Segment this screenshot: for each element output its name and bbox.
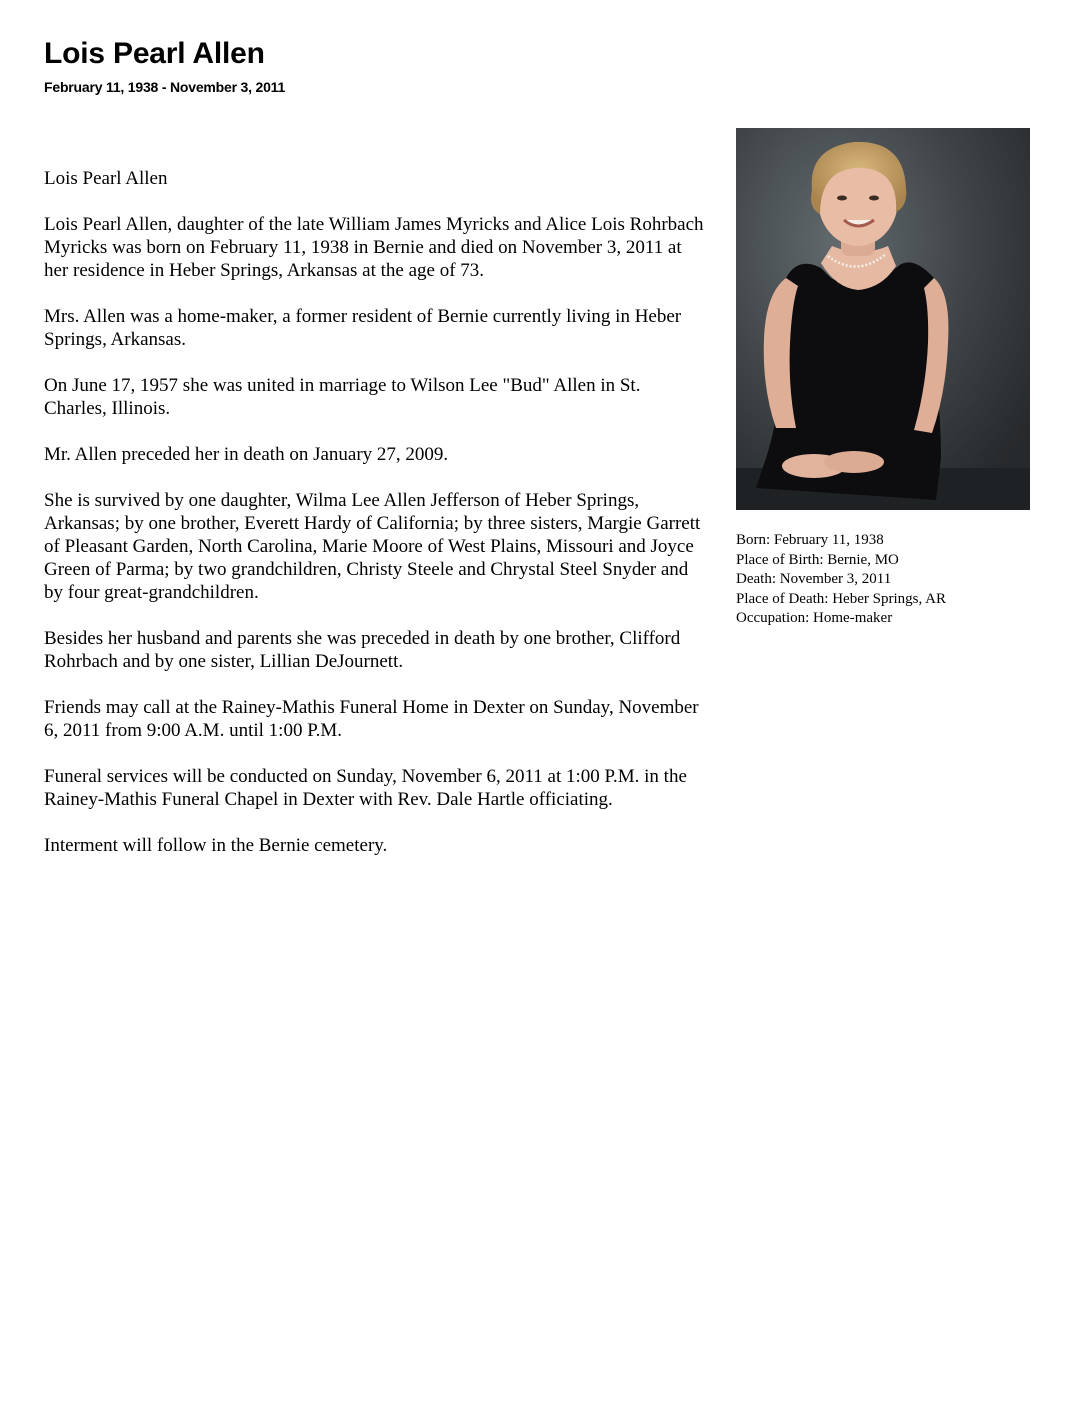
life-dates: February 11, 1938 - November 3, 2011 xyxy=(44,79,286,95)
obituary-paragraph: Besides her husband and parents she was preceded in death by one brother, Clifford Rohrbach and by one sister, Lillian DeJournett. xyxy=(44,628,681,672)
portrait-photo xyxy=(736,128,1030,510)
fact-place-of-death: Place of Death: Heber Springs, AR xyxy=(736,590,946,607)
obituary-paragraph: Mrs. Allen was a home-maker, a former resident of Bernie currently living in Heber Springs, Arkansas. xyxy=(44,306,682,350)
obituary-paragraph: Friends may call at the Rainey-Mathis Funeral Home in Dexter on Sunday, November 6, 2011 from 9:00 A.M. until 1:00 P.M. xyxy=(44,697,699,741)
obituary-paragraph: Interment will follow in the Bernie cemetery. xyxy=(44,835,388,856)
obituary-paragraph: Funeral services will be conducted on Sunday, November 6, 2011 at 1:00 P.M. in the Rainey-Mathis Funeral Chapel in Dexter with Rev. Dale Hartle officiating. xyxy=(44,766,687,810)
fact-place-of-birth: Place of Birth: Bernie, MO xyxy=(736,551,899,568)
fact-born: Born: February 11, 1938 xyxy=(736,532,884,548)
obituary-body xyxy=(44,167,704,880)
page-title: Lois Pearl Allen xyxy=(44,37,265,70)
hands-overlap xyxy=(824,451,884,473)
obituary-header xyxy=(44,36,744,96)
vital-facts xyxy=(736,531,1036,629)
fact-death: Death: November 3, 2011 xyxy=(736,571,892,587)
obituary-paragraph: Mr. Allen preceded her in death on January 27, 2009. xyxy=(44,444,449,465)
obituary-paragraph: Lois Pearl Allen, daughter of the late William James Myricks and Alice Lois Rohrbach Myricks was born on February 11, 1938 in Bernie and died on November 3, 2011 at her residence in Heber Springs, Arkansas at the age of 73. xyxy=(44,214,704,281)
obituary-paragraph: Lois Pearl Allen xyxy=(44,168,168,189)
obituary-paragraph: She is survived by one daughter, Wilma Lee Allen Jefferson of Heber Springs, Arkansas; by one brother, Everett Hardy of California; by three sisters, Margie Garrett of Pleasant Garden, North Carolina, Marie Moore of West Plains, Missouri and Joyce Green of Parma; by two grandchildren, Christy Steele and Chrystal Steel Snyder and by four great-grandchildren. xyxy=(44,490,701,603)
portrait-illustration xyxy=(736,128,1030,510)
left-eye xyxy=(837,196,847,201)
obituary-paragraph: On June 17, 1957 she was united in marriage to Wilson Lee "Bud" Allen in St. Charles, Illinois. xyxy=(44,375,641,419)
fact-occupation: Occupation: Home-maker xyxy=(736,610,893,626)
right-eye xyxy=(869,196,879,201)
